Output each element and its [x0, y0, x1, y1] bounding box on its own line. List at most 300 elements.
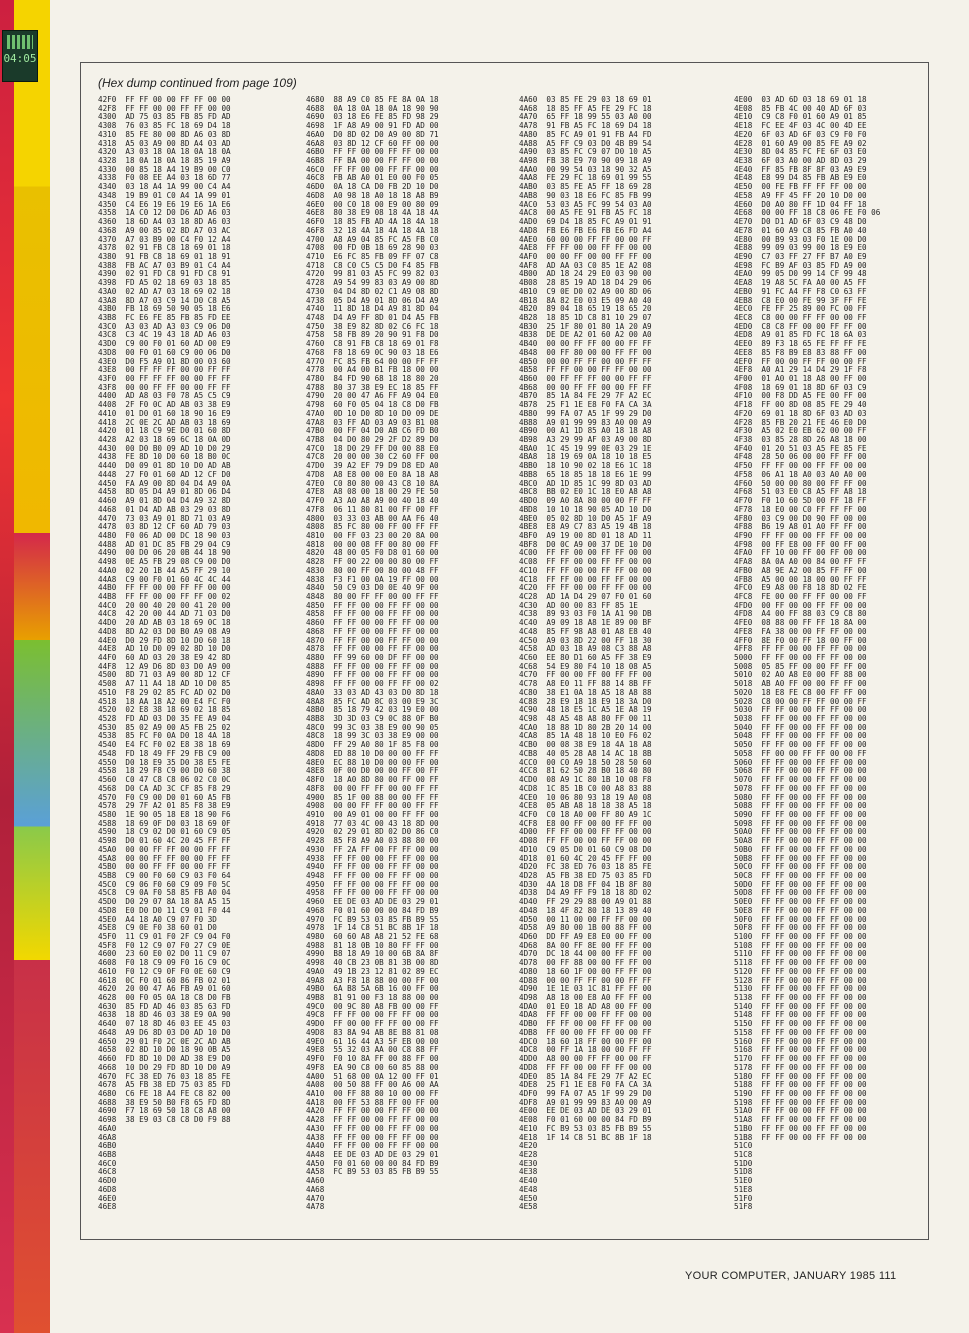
hex-line: 4BF8 D0 0C A9 00 37 DE 10 D0 — [519, 540, 652, 549]
hex-line: 4E28 — [519, 1150, 547, 1159]
hex-line: 4D28 A5 FB 38 ED 75 03 85 FD — [519, 871, 652, 880]
hex-line: 4A38 FF FF 00 00 FF FF 00 00 — [306, 1133, 439, 1142]
hex-line: 46C0 — [98, 1159, 126, 1168]
hex-line: 50B8 FF FF 00 00 FF FF 00 00 — [734, 854, 867, 863]
hex-line: 4AD8 FB E6 FB E6 FB E6 FD A4 — [519, 226, 652, 235]
hex-line: 4E48 — [519, 1185, 547, 1194]
hex-line: 4DC8 00 FF 1A 18 00 00 FF FF — [519, 1046, 652, 1055]
hex-line: 46B0 FF FF 00 00 FF FF 00 00 — [306, 148, 439, 157]
hex-line: 4AB0 03 85 FE A5 FF 18 69 28 — [519, 183, 652, 192]
hex-line: 4AD0 69 D4 18 85 FC A9 01 91 — [519, 218, 652, 227]
hex-line: 4410 01 D0 01 60 18 90 16 E9 — [98, 409, 231, 418]
hex-line: 4DB8 FF 00 00 FF FF 00 00 FF — [519, 1028, 652, 1037]
hex-line: 4880 FF 99 60 00 DF FF 00 00 — [306, 654, 439, 662]
hex-line: 4788 80 37 38 E9 EC 18 85 FF — [306, 383, 439, 392]
hex-line: 5170 FF FF 00 00 FF FF 00 00 — [734, 1055, 867, 1064]
hex-line: 46D8 — [98, 1185, 126, 1194]
hex-line: 4C70 FF 00 00 FF 00 FF FF 00 — [519, 671, 652, 680]
hex-line: 4898 FF FF 00 00 FF FF 00 02 — [306, 680, 439, 689]
hex-line: 4388 FB AC A7 03 B9 01 C4 A4 — [98, 261, 231, 270]
hex-line: 4CB8 40 05 28 A8 14 AC 18 8B — [519, 749, 652, 758]
hex-line: 4940 FF FF 00 00 FF FF 00 00 — [306, 863, 439, 872]
hex-line: 4E58 A9 FF 45 FF 20 10 D0 00 — [734, 191, 867, 200]
hex-line: 4ED0 C8 C8 FF 00 00 FF FF 00 — [734, 322, 867, 331]
hex-line: 4A60 03 85 FE 29 03 18 69 01 — [519, 96, 652, 104]
hex-line: 4BE0 05 02 8D 10 D0 A5 1F A9 — [519, 514, 652, 523]
hex-line: 4600 23 60 E0 02 D0 11 C9 07 — [98, 950, 231, 959]
hex-line: 4C30 AD 00 00 83 FF 85 1E — [519, 601, 638, 610]
hex-line: 4808 85 FC 80 00 FF 00 FF FF — [306, 523, 439, 532]
hex-line: 4D58 A9 80 00 1B 00 88 FF 00 — [519, 924, 652, 933]
hex-line: 4B80 99 FA 07 A5 1F 99 29 D0 — [519, 409, 652, 418]
hex-line: 4320 A3 03 18 0A 18 0A 18 0A — [98, 148, 231, 157]
magazine-spine-strip — [0, 0, 14, 1333]
hex-line: 4A20 FF FF 00 00 FF FF 00 00 — [306, 1107, 439, 1116]
hex-line: 4958 FF FF 00 00 FF FF 00 00 — [306, 889, 439, 898]
hex-line: 43C8 C3 4C 19 43 18 AD A6 03 — [98, 331, 231, 340]
hex-line: 4E68 00 00 FF 18 C8 06 FE F0 06 — [734, 209, 881, 218]
hex-line: 4D40 FF 29 29 88 00 A9 01 88 — [519, 898, 652, 907]
hex-line: 49A0 49 1B 23 12 81 02 89 EC — [306, 967, 439, 976]
hex-line: 4308 76 03 85 FC 18 69 D4 18 — [98, 122, 231, 131]
hex-line: 4B08 28 85 19 AD 18 D4 29 06 — [519, 279, 652, 288]
hex-line: 4980 60 60 A8 A8 21 52 FE 68 — [306, 933, 439, 941]
hex-line: 4950 FF FF 00 00 FF FF 00 00 — [306, 880, 439, 889]
hex-line: 46E8 80 38 E9 08 18 4A 18 4A — [306, 209, 439, 218]
hex-line: 4990 B8 18 A9 10 00 6B 8A 8F — [306, 950, 439, 959]
hex-line: 5160 FF FF 00 00 FF FF 00 00 — [734, 1037, 867, 1046]
hex-line: 46E0 — [98, 1194, 126, 1203]
hex-line: 5050 FF FF 00 00 FF FF 00 00 — [734, 741, 867, 750]
page-footer: YOUR COMPUTER, JANUARY 1985 111 — [685, 1270, 897, 1282]
hex-line: 4330 00 85 18 A4 19 B9 00 C0 — [98, 165, 231, 174]
hex-line: 4CF8 E8 00 FF 00 00 FF FF 00 — [519, 819, 652, 828]
hex-line: 4E08 85 FB 4C 00 40 AD 6F 03 — [734, 104, 867, 113]
hex-line: 4DF0 99 FA 07 A5 1F 99 29 D0 — [519, 1089, 652, 1098]
hex-line: 51F8 — [734, 1203, 762, 1212]
hex-line: 4BC8 BB 02 E0 1C 18 E0 A8 A8 — [519, 488, 652, 497]
hex-line: 4700 A8 A9 04 85 FC A5 FB C0 — [306, 235, 439, 244]
hex-line: 45C0 C9 06 F0 60 C9 09 F0 5C — [98, 880, 231, 889]
hex-line: 48C0 99 3C 03 38 E9 00 90 05 — [306, 723, 439, 732]
hex-line: 4EE0 89 F3 18 65 FE FF FF FE — [734, 340, 867, 349]
hex-line: 4F48 28 50 06 00 00 FF FF 00 — [734, 453, 867, 462]
hex-line: 4BD8 10 10 18 90 05 AD 10 D0 — [519, 505, 652, 514]
hex-line: 4F20 69 01 18 8D 6F 03 AD 03 — [734, 409, 867, 418]
hex-line: 4690 03 18 E6 FE 85 FD 98 29 — [306, 113, 439, 122]
hex-line: 4E08 F0 01 60 00 00 84 FD B9 — [519, 1116, 652, 1125]
hex-line: 49C8 FF FF 00 00 FF FF 00 00 — [306, 1011, 439, 1020]
hex-line: 4B60 00 FF FF FF 00 00 FF FF — [519, 375, 652, 383]
hex-line: 4A08 00 50 88 FF 00 A6 00 AA — [306, 1081, 439, 1090]
hex-line: 4698 1F A8 A9 00 91 FD AD 00 — [306, 122, 439, 131]
hex-line: 50D8 FF FF 00 00 FF FF 00 00 — [734, 889, 867, 898]
hex-line: 44D0 20 AD AB 03 18 69 0C 18 — [98, 619, 231, 628]
hex-line: 4E48 E8 99 D4 85 FB AB E9 E0 — [734, 174, 867, 183]
hex-line: 50A0 FF FF 00 00 FF FF 00 00 — [734, 828, 867, 837]
hex-line: 4510 F8 29 02 85 FC AD 02 D0 — [98, 688, 231, 697]
hex-line: 4470 73 03 A9 01 8D 71 03 A9 — [98, 514, 231, 523]
hex-line: 4918 77 03 4C 00 43 18 8D 00 — [306, 819, 439, 828]
hex-line: 5090 FF FF 00 00 FF FF 00 00 — [734, 810, 867, 819]
hex-line: 4660 FD 8D 10 D0 AD 38 E9 D0 — [98, 1055, 231, 1064]
hex-line: 4890 FF FF 00 00 FF FF 00 00 — [306, 671, 439, 680]
hex-line: 44B8 FF FF 00 00 FF FF 00 02 — [98, 592, 231, 601]
hex-line: 4A28 FF FF 00 00 FF FF 00 00 — [306, 1116, 439, 1125]
hex-line: 4448 27 F0 01 60 AD 12 CF D0 — [98, 470, 231, 479]
hex-line: 4BF0 A9 19 00 8D 01 18 AD 11 — [519, 531, 652, 540]
hex-line: 46A0 — [98, 1124, 126, 1133]
hex-line: 4EF0 FF 00 00 FF FF 00 00 FF — [734, 357, 867, 366]
hex-line: 4EC0 FE FF 25 89 00 FC 00 FF — [734, 305, 867, 314]
hex-line: 4948 FF FF 00 00 FF FF 00 00 — [306, 871, 439, 880]
hex-line: 49E0 61 16 44 A3 5F EB 00 00 — [306, 1037, 439, 1046]
hex-line: 4A78 — [306, 1203, 334, 1212]
hex-line: 47C0 18 D0 29 FF D0 00 88 E0 — [306, 444, 439, 453]
hex-line: 4458 8D 05 D4 A9 01 8D 06 D4 — [98, 488, 231, 497]
hex-line: 4348 19 B9 01 C0 A4 1A 99 01 — [98, 191, 231, 200]
hex-line: 4AE0 60 00 00 FF FF 00 00 FF — [519, 235, 652, 244]
hex-line: 46D8 A0 98 18 A0 18 18 A8 B9 — [306, 191, 439, 200]
hex-line: 51B0 FF FF 00 00 FF FF 00 00 — [734, 1124, 867, 1133]
hex-line: 4638 18 8D 46 03 38 E9 0A 90 — [98, 1011, 231, 1020]
hex-line: 4780 84 FD 90 68 18 18 80 20 — [306, 375, 439, 383]
magazine-page — [50, 0, 969, 1333]
hex-line: 4AA0 00 99 54 03 18 90 32 A5 — [519, 165, 652, 174]
hex-line: 4E20 6F 03 AD 6F 03 C9 F0 F0 — [734, 130, 867, 139]
hex-line: 4FD0 00 FF 00 00 FF FF 00 00 — [734, 601, 867, 610]
hex-line: 51C0 — [734, 1142, 762, 1151]
hex-line: 5098 FF FF 00 00 FF FF 00 00 — [734, 819, 867, 828]
hex-line: 5180 FF FF 00 00 FF FF 00 00 — [734, 1072, 867, 1081]
hex-line: 46B8 FF BA 00 00 FF FF 00 00 — [306, 157, 439, 166]
hex-line: 4438 FE 8D 10 D0 60 18 B0 0C — [98, 453, 231, 462]
hex-line: 47F0 A3 A0 A8 A9 00 40 18 40 — [306, 497, 439, 506]
hex-line: 48B8 3D 3D 03 C9 0C 88 0F B0 — [306, 715, 439, 724]
hex-line: 4E00 EE DE 03 AD DE 03 29 01 — [519, 1107, 652, 1116]
hex-line: 4AB8 90 03 18 E6 FC 85 FB 99 — [519, 191, 652, 200]
hex-line: 4878 FF FF 00 00 FF FF 00 00 — [306, 645, 439, 654]
hex-line: 4708 00 FD 0B 18 69 28 90 03 — [306, 244, 439, 253]
hex-line: 4E00 03 AD 6D 03 18 69 01 18 — [734, 96, 867, 104]
hex-line: 4A30 FF FF 00 00 FF FF 00 00 — [306, 1124, 439, 1133]
hex-line: 4960 EE DE 03 AD DE 03 29 01 — [306, 898, 439, 907]
hex-line: 4738 05 D4 A9 01 8D 06 D4 A9 — [306, 296, 439, 305]
hex-line: 4F00 01 A0 01 18 A8 00 FF 00 — [734, 375, 867, 383]
hex-line: 47C8 20 00 00 30 C2 60 FF 00 — [306, 453, 439, 462]
hex-line: 49F0 F0 10 8A FF 00 88 FF 00 — [306, 1055, 439, 1064]
hex-line: 4B00 AD 18 24 29 E0 03 90 00 — [519, 270, 652, 279]
hex-line: 4358 1A C0 12 D0 D6 AD A6 03 — [98, 209, 231, 218]
hex-line: 4798 60 F0 05 04 18 C8 D0 FB — [306, 401, 439, 410]
hex-line: 51D8 — [734, 1168, 762, 1177]
hex-line: 4D20 FC 38 ED 76 03 18 85 FE — [519, 863, 652, 872]
hex-line: 4B30 25 1F 80 01 80 1A 20 A9 — [519, 322, 652, 331]
hex-line: 4DD8 FF FF 00 00 FF FF 00 00 — [519, 1063, 652, 1072]
hex-line: 4930 FF 2A FF 00 FF FF 00 00 — [306, 845, 439, 854]
hex-line: 4830 80 00 FF 00 80 00 48 FF — [306, 566, 439, 575]
hex-line: 51A0 FF FF 00 00 FF FF 00 00 — [734, 1107, 867, 1116]
hex-line: 4FF8 FF FF 00 00 FF FF 00 00 — [734, 645, 867, 654]
hex-line: 4518 18 AA 18 A2 00 E4 FC F0 — [98, 697, 231, 706]
hex-line: 4A80 85 FC A9 01 91 FB A4 FD — [519, 130, 652, 139]
hex-line: 4920 02 29 01 8D 02 D0 86 C0 — [306, 828, 439, 837]
hex-line: 4D98 A8 18 00 E8 A0 FF FF 00 — [519, 994, 652, 1003]
hex-line: 4B10 C9 0E D0 02 A9 00 8D 06 — [519, 287, 652, 296]
hex-line: 4610 F0 12 C9 0F F0 0E 60 C9 — [98, 967, 231, 976]
hex-line: 4F38 03 85 28 8D 26 A8 18 00 — [734, 436, 867, 445]
hex-line: 4758 58 FB 89 20 90 91 F8 D0 — [306, 331, 439, 340]
hex-line: 4910 00 A9 01 00 00 FF FF 00 — [306, 810, 439, 819]
hex-line: 45B0 00 00 FF FF 00 00 FF FF — [98, 863, 231, 872]
hex-line: 4F18 FF 00 8D 08 85 FE 29 40 — [734, 401, 867, 410]
hex-line: 4EB8 C8 E0 00 FE 99 3F FF FE — [734, 296, 867, 305]
hex-line: 4B88 A9 01 99 99 83 A0 00 A9 — [519, 418, 652, 427]
hex-line: 4568 D0 CA AD 3C CF 85 F8 29 — [98, 784, 231, 793]
hex-line: 43B8 FC E6 FE 85 FB 85 FD EE — [98, 313, 231, 322]
hex-line: 4680 88 A9 C0 85 FE 8A 0A 18 — [306, 96, 439, 104]
hex-line: 49D0 FF 00 00 FF FF 00 00 FF — [306, 1020, 439, 1029]
hex-line: 4820 48 00 05 F0 D8 01 60 00 — [306, 549, 439, 558]
hex-line: 46C8 FB AB A0 01 E0 00 F0 05 — [306, 174, 439, 183]
hex-line: 4888 FF FF 00 00 FF FF 00 00 — [306, 662, 439, 671]
hex-line: 4F28 85 FB 20 21 FE 46 E0 D0 — [734, 418, 867, 427]
hex-line: 4EB0 91 FC A4 FF F8 C0 63 FF — [734, 287, 867, 296]
hex-line: 5128 FF FF 00 00 FF FF 00 00 — [734, 976, 867, 985]
hex-line: 4CD8 1C 85 1B C0 00 A8 83 88 — [519, 784, 652, 793]
hex-line: 4938 FF FF 00 00 FF FF 00 00 — [306, 854, 439, 863]
hex-line: 43A0 02 AD A7 03 18 69 02 18 — [98, 287, 231, 296]
hex-line: 46C8 — [98, 1168, 126, 1177]
hex-line: 4C78 A8 E0 11 FF 88 14 8B FF — [519, 680, 652, 689]
hex-line: 4E88 99 09 03 99 00 18 E9 E0 — [734, 244, 867, 253]
hex-line: 4998 40 CB 23 0B 81 3B 00 8D — [306, 959, 439, 968]
hex-line: 4D78 00 FF 88 00 00 FF FF 00 — [519, 959, 652, 968]
hex-line: 4650 29 01 F0 2C 0E 2C AD AB — [98, 1037, 231, 1046]
hex-line: 4F98 00 FF E8 00 FF 00 FF 00 — [734, 540, 867, 549]
hex-line: 4490 00 D0 06 20 0B 44 18 90 — [98, 549, 231, 558]
hex-line: 4AF8 AD AA 03 C0 85 1E A2 08 — [519, 261, 652, 270]
hex-line: 5148 FF FF 00 00 FF FF 00 00 — [734, 1011, 867, 1020]
hex-line: 4630 85 FD AD 46 03 85 63 FD — [98, 1002, 231, 1011]
hex-line: 4598 D0 01 60 4C 20 45 FF FF — [98, 837, 231, 846]
hex-line: 44A0 02 20 1B 44 A5 FF 29 10 — [98, 566, 231, 575]
hex-line: 5130 FF FF 00 00 FF FF 00 00 — [734, 985, 867, 994]
hex-line: 4D80 18 60 1F 00 00 FF FF 00 — [519, 967, 652, 976]
hex-line: 4428 A2 03 18 69 6C 18 0A 0D — [98, 436, 231, 445]
hex-line: 4B38 DE DE A2 01 60 A2 00 A0 — [519, 331, 652, 340]
hex-line: 43D8 00 F0 01 60 C9 00 06 D0 — [98, 348, 231, 357]
hex-line: 5120 FF FF 00 00 FF FF 00 00 — [734, 967, 867, 976]
hex-line: 4590 18 C9 02 D0 01 60 C9 05 — [98, 828, 231, 837]
hex-line: 43C0 A3 03 AD A3 03 C9 06 D0 — [98, 322, 231, 331]
hex-line: 4A40 FF FF 00 00 FF FF 00 00 — [306, 1142, 439, 1151]
hex-line: 4408 2F F0 0C AD AB 03 38 E9 — [98, 401, 231, 410]
hex-line: 4588 18 69 0F D0 03 18 69 0F — [98, 819, 231, 828]
hex-line: 4C40 A9 09 18 A8 1E 89 00 BF — [519, 619, 652, 628]
hex-line: 46E0 00 C0 18 00 E9 00 80 09 — [306, 200, 439, 209]
hex-line: 4978 1F 14 C8 51 BC 8B 1F 18 — [306, 924, 439, 933]
hex-line: 4E50 — [519, 1194, 547, 1203]
hex-line: 4F58 06 A1 18 A0 03 A0 A0 00 — [734, 470, 867, 479]
hex-line: 4360 18 6D A4 03 18 8D A6 03 — [98, 218, 231, 227]
hex-line: 4F40 01 20 51 03 A5 FE 85 FE — [734, 444, 867, 453]
hex-line: 50D0 FF FF 00 00 FF FF 00 00 — [734, 880, 867, 889]
hex-line: 4E10 FC B9 53 03 85 FB B9 55 — [519, 1124, 652, 1133]
hex-line: 4468 01 D4 AD AB 03 29 03 8D — [98, 505, 231, 514]
hex-line: 4CF0 C0 18 A0 00 FF 80 A9 1C — [519, 810, 652, 819]
hex-column-1 — [98, 96, 231, 1212]
hex-line: 4848 80 00 FF FF 00 00 FF FF — [306, 592, 439, 601]
hex-column-2 — [306, 96, 439, 1212]
hex-line: 4E78 01 60 A9 C8 85 FB A0 40 — [734, 226, 867, 235]
hex-line: 4868 FF FF 00 00 FF FF 00 00 — [306, 627, 439, 636]
hex-line: 4530 85 02 A9 00 A5 FB 25 02 — [98, 723, 231, 732]
hex-line: 4EF8 A0 A1 29 14 D4 29 1F F8 — [734, 366, 867, 375]
hex-line: 4768 F8 18 69 0C 90 03 18 E6 — [306, 348, 439, 357]
hex-line: 5018 AB A0 FF 00 00 FF FF 00 — [734, 680, 867, 689]
hex-line: 46A0 D0 8D 02 D0 A9 00 8D 71 — [306, 130, 439, 139]
hex-line: 4A48 EE DE 03 AD DE 03 29 01 — [306, 1150, 439, 1159]
hex-line: 4390 02 91 FD C8 91 FD C8 91 — [98, 270, 231, 279]
hex-line: 4B90 00 A1 1D 85 A0 18 18 A8 — [519, 427, 652, 436]
hex-line: 51E8 — [734, 1185, 762, 1194]
hex-line: 4478 03 8D 12 CF 60 AD 79 03 — [98, 523, 231, 532]
hex-line: 5078 FF FF 00 00 FF FF 00 00 — [734, 784, 867, 793]
hex-line: 4740 11 8D 18 D4 A9 81 8D 04 — [306, 305, 439, 314]
hex-line: 4398 FD A5 02 18 69 03 18 85 — [98, 279, 231, 288]
hex-line: 4FC8 FE 00 00 FF FF 00 00 FF — [734, 592, 867, 601]
hex-line: 4FD8 A4 00 FF 88 03 C9 C8 80 — [734, 610, 867, 619]
hex-line: 4D88 00 00 FF FF 00 00 FF FF — [519, 976, 652, 985]
hex-line: 51F0 — [734, 1194, 762, 1203]
hex-line: 4AE8 FF FF 00 00 FF FF 00 00 — [519, 244, 652, 253]
hex-line: 5158 FF FF 00 00 FF FF 00 00 — [734, 1028, 867, 1037]
hex-line: 4580 1E 90 05 18 E8 18 90 F6 — [98, 810, 231, 819]
hex-line: 5048 FF FF 00 00 FF FF 00 00 — [734, 732, 867, 741]
hex-line: 46C0 FF FF 00 00 FF FF 00 00 — [306, 165, 439, 174]
hex-line: 44E0 D0 29 FD 8D 10 D0 60 18 — [98, 636, 231, 645]
hex-line: 4C50 A9 03 8D 22 00 FF 18 30 — [519, 636, 652, 645]
hex-line: 4DC0 18 60 18 FF 00 00 FF 00 — [519, 1037, 652, 1046]
clock-bars — [7, 35, 33, 49]
hex-line: 4DF8 A9 01 99 99 83 A0 00 A9 — [519, 1098, 652, 1107]
hex-line: 4EA8 19 A8 5C FA A0 00 A5 FF — [734, 279, 867, 288]
hex-line: 4A68 18 85 FF A5 FE 29 FC 18 — [519, 104, 652, 113]
hex-line: 4748 D4 A9 FF 8D 01 D4 A5 FB — [306, 313, 439, 322]
hex-line: 4608 F0 18 C9 09 F0 16 C9 0C — [98, 959, 231, 968]
hex-line: 5140 FF FF 00 00 FF FF 00 00 — [734, 1002, 867, 1011]
hex-line: 4340 03 18 A4 1A 99 00 C4 A4 — [98, 183, 231, 192]
hex-line: 4BA0 1C 45 19 99 0E 03 29 1E — [519, 444, 652, 453]
hex-line: 4C98 48 A5 48 A8 80 FF 00 11 — [519, 715, 652, 724]
hex-line: 5198 FF FF 00 00 FF FF 00 00 — [734, 1098, 867, 1107]
hex-line: 4F30 A5 02 E0 EB 62 00 00 FF — [734, 427, 867, 436]
hex-line: 4E18 FC EE 4F 03 4C 00 4D EE — [734, 122, 867, 131]
hex-line: 44D8 8D A2 03 D0 B0 A9 08 A9 — [98, 627, 231, 636]
hex-line: 46D0 0A 18 CA D0 FB 2D 10 D0 — [306, 183, 439, 192]
hex-line: 4D10 C9 05 D0 01 60 C9 08 D0 — [519, 845, 652, 854]
hex-line: 4828 FF 00 22 00 00 80 00 FF — [306, 558, 439, 567]
hex-line: 4430 00 D0 B0 09 AD 10 D0 29 — [98, 444, 231, 453]
hex-line: 44B0 FF FF 00 00 FF FF 00 00 — [98, 584, 231, 593]
hex-line: 4E90 C7 03 FF 27 FF B7 A0 E9 — [734, 252, 867, 261]
hex-line: 5020 18 E8 FE C8 00 FF FF 00 — [734, 688, 867, 697]
hex-line: 50F8 FF FF 00 00 FF FF 00 00 — [734, 924, 867, 933]
hex-line: 4698 38 E9 03 C8 C8 D0 F9 88 — [98, 1116, 231, 1125]
hex-line: 4A00 51 68 00 0A 12 00 FF 01 — [306, 1072, 439, 1081]
hex-line: 4328 18 0A 18 0A 18 85 19 A9 — [98, 157, 231, 166]
hex-line: 4720 99 81 03 A5 FC 99 82 03 — [306, 270, 439, 279]
hex-line: 4A60 — [306, 1177, 334, 1186]
hex-line: 4D48 18 4F 82 80 18 13 89 40 — [519, 906, 652, 915]
hex-line: 4AA8 FE 29 FC 18 69 01 99 55 — [519, 174, 652, 183]
hex-line: 4D60 DD FF A9 E8 E0 00 FF 00 — [519, 933, 652, 941]
hex-line: 49D8 83 8A 94 AB 8E B8 81 08 — [306, 1028, 439, 1037]
hex-line: 4BB0 18 10 90 02 18 E6 1C 18 — [519, 462, 652, 471]
hex-line: 4CC0 00 C0 A9 18 50 28 50 60 — [519, 758, 652, 767]
hex-line: 4C58 AD 03 18 A9 08 C3 88 A8 — [519, 645, 652, 654]
hex-line: 4818 00 00 08 FF 00 80 00 FF — [306, 540, 439, 549]
hex-line: 4BB8 65 18 85 18 18 E6 1E 99 — [519, 470, 652, 479]
hex-line: 4550 D0 18 E9 35 D0 38 E5 FE — [98, 758, 231, 767]
hex-line: 4F08 18 69 01 18 8D 6F 03 C9 — [734, 383, 867, 392]
hex-line: 4FE8 FA 38 00 00 FF FF 00 00 — [734, 627, 867, 636]
hex-line: 4C60 EE 80 D1 60 A5 FF 38 E9 — [519, 654, 652, 662]
hex-line: 4778 00 A4 00 B1 FB 18 00 00 — [306, 366, 439, 375]
hex-line: 48C8 18 99 3C 03 38 E9 00 00 — [306, 732, 439, 741]
hex-line: 4618 0C F0 01 60 86 FB 02 01 — [98, 976, 231, 985]
hex-line: 45E0 A4 18 A0 C9 07 F0 3D — [98, 915, 217, 924]
hex-line: 5038 FF FF 00 00 FF FF 00 00 — [734, 715, 867, 724]
hex-line: 4D70 DC 18 44 00 00 FF FF 00 — [519, 950, 652, 959]
page-heading: (Hex dump continued from page 109) — [98, 76, 297, 90]
hex-line: 4DA0 01 E0 18 AD A8 00 FF 00 — [519, 1002, 652, 1011]
hex-line: 4C10 FF FF 00 00 FF FF 00 00 — [519, 566, 652, 575]
hex-line: 49B0 6A B8 5A 6B 16 00 FF 00 — [306, 985, 439, 994]
hex-line: 4A10 00 FF 88 80 10 00 00 FF — [306, 1089, 439, 1098]
hex-line: 51B8 FF FF 00 00 FF FF 00 00 — [734, 1133, 867, 1142]
hex-line: 4560 C0 47 C8 C8 06 02 C0 0C — [98, 776, 231, 785]
hex-line: 5138 FF FF 00 00 FF FF 00 00 — [734, 994, 867, 1003]
hex-line: 5058 FF 00 00 FF FF 00 00 FF — [734, 749, 867, 758]
hex-line: 43F0 00 FF FF FF 00 00 FF FF — [98, 375, 231, 383]
hex-line: 4E70 D0 D1 AD 6F 03 C9 48 D0 — [734, 218, 867, 227]
hex-line: 4D00 FF FF 00 00 FF FF 00 00 — [519, 828, 652, 837]
hex-line: 4850 FF FF 00 00 FF FF 00 00 — [306, 601, 439, 610]
hex-line: 4A70 — [306, 1194, 334, 1203]
hex-line: 4BC0 AD 1D 85 1C 99 8D 03 AD — [519, 479, 652, 488]
hex-line: 4578 29 7F A2 01 85 F8 38 E9 — [98, 802, 231, 811]
hex-line: 4968 F0 01 60 00 00 84 FD B9 — [306, 906, 439, 915]
hex-line: 4A78 91 FB A5 FC 18 69 D4 18 — [519, 122, 652, 131]
hex-line: 4D18 01 60 4C 20 45 FF FF 00 — [519, 854, 652, 863]
hex-line: 4E60 D0 A0 80 FF 1D 04 FF 18 — [734, 200, 867, 209]
hex-line: 4750 38 E9 82 8D 02 C6 FC 18 — [306, 322, 439, 331]
hex-line: 4B40 00 00 FF FF 00 00 FF FF — [519, 340, 652, 349]
hex-line: 4E38 — [519, 1168, 547, 1177]
hex-line: 4A18 00 FF 53 88 FF 00 FF 00 — [306, 1098, 439, 1107]
hex-line: 4C68 54 E9 80 F4 10 18 08 A5 — [519, 662, 652, 671]
hex-line: 45F8 F0 12 C9 07 F0 27 C9 0E — [98, 941, 231, 950]
hex-line: 4B50 00 00 FF FF 00 00 FF FF — [519, 357, 652, 366]
hex-line: 4FE0 08 88 00 FF FF 18 8A 00 — [734, 619, 867, 628]
hex-line: 4520 02 E8 38 18 69 02 18 85 — [98, 706, 231, 715]
hex-line: 4728 A9 54 99 83 03 A9 00 8D — [306, 279, 439, 288]
hex-line: 4670 FC 38 ED 76 03 18 85 FE — [98, 1072, 231, 1081]
hex-line: 5150 FF FF 00 00 FF FF 00 00 — [734, 1020, 867, 1029]
hex-line: 5068 FF FF 00 00 FF FF 00 00 — [734, 767, 867, 776]
